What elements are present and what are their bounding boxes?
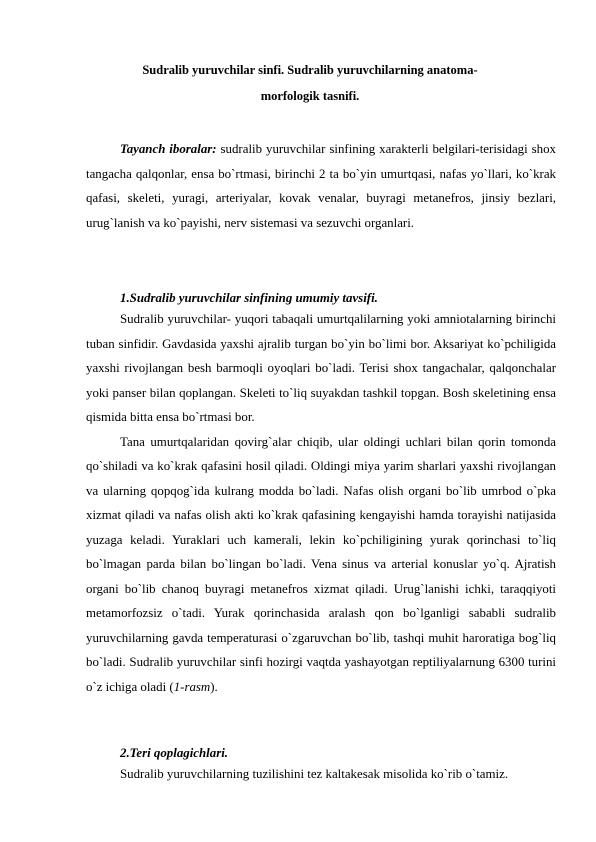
title-line-2: morfologik tasnifi. <box>260 89 360 103</box>
section-2-body <box>86 762 556 787</box>
keywords-text: sudralib yuruvchilar sinfining xarakterli belgilari-terisidagi shox tangacha qalqonlar, ensa bo`rtmasi, birinchi 2 ta bo`yin umurtqasi, nafas yo`llari, ko`krak qafasi, skeleti, yuragi, arteriyalar, kovak venalar, buyragi metanefros, jinsiy bezlari, urug`lanish va ko`payishi, nerv sistemasi va sezuvchi organlari. <box>86 142 556 230</box>
figure-reference: 1-rasm <box>173 679 211 694</box>
section-1-body <box>86 307 556 699</box>
paragraph-2-end: ). <box>210 679 218 694</box>
section-1-paragraph-1: Sudralib yuruvchilar- yuqori tabaqali umurtqalilarning yoki amniotalarning birinchi tuban sinfidir. Gavdasida yaxshi ajralib turgan bo`yin bo`limi bor. Aksariyat ko`pchiligida yaxshi rivojlangan besh barmoqli oyoqlari bo`ladi. Terisi shox tangachalar, qalqonchalar yoki panser bilan qoplangan. Skeleti to`liq suyakdan tashkil topgan. Bosh skeletining ensa qismida bitta ensa bo`rtmasi bor. <box>86 312 556 424</box>
keywords-label: Tayanch iboralar: <box>120 142 217 156</box>
document-title <box>100 62 520 105</box>
paragraph-2-text: Tana umurtqalaridan qovirg`alar chiqib, ular oldingi uchlari bilan qorin tomonda qo`shiladi va ko`krak qafasini hosil qiladi. Oldingi miya yarim sharlari yaxshi rivojlangan va ularning qopqog`ida kulrang modda bo`ladi. Nafas olish organi bo`lib umrbod o`pka xizmat qiladi va nafas olish akti ko`krak qafasining kengayishi hamda torayishi natijasida yuzaga keladi. Yuraklari uch kamerali, lekin ko`pchiligining yurak qorinchasi to`liq bo`lmagan parda bilan bo`lingan bo`ladi. Vena sinus va arterial konuslar yo`q. Ajratish organi bo`lib chanoq buyragi metanefros xizmat qiladi. Urug`lanishi ichki, taraqqiyoti metamorfozsiz o`tadi. Yurak qorinchasida aralash qon bo`lganligi sababli sudralib yuruvchilarning gavda temperaturasi o`zgaruvchan bo`lib, tashqi muhit haroratiga bog`liq bo`ladi. Sudralib yuruvchilar sinfi hozirgi vaqtda yashayotgan reptiliyalarnung 6300 turini o`z ichiga oladi ( <box>86 434 556 694</box>
title-line-1: Sudralib yuruvchilar sinfi. Sudralib yuruvchilarning anatoma- <box>142 63 478 77</box>
section-2-paragraph-1: Sudralib yuruvchilarning tuzilishini tez kaltakesak misolida ko`rib o`tamiz. <box>120 767 509 781</box>
section-2-heading: 2.Teri qoplagichlari. <box>120 746 229 760</box>
keywords-paragraph <box>86 137 556 235</box>
section-1-paragraph-2 <box>86 430 556 700</box>
section-1-heading: 1.Sudralib yuruvchilar sinfining umumiy tavsifi. <box>120 291 378 305</box>
